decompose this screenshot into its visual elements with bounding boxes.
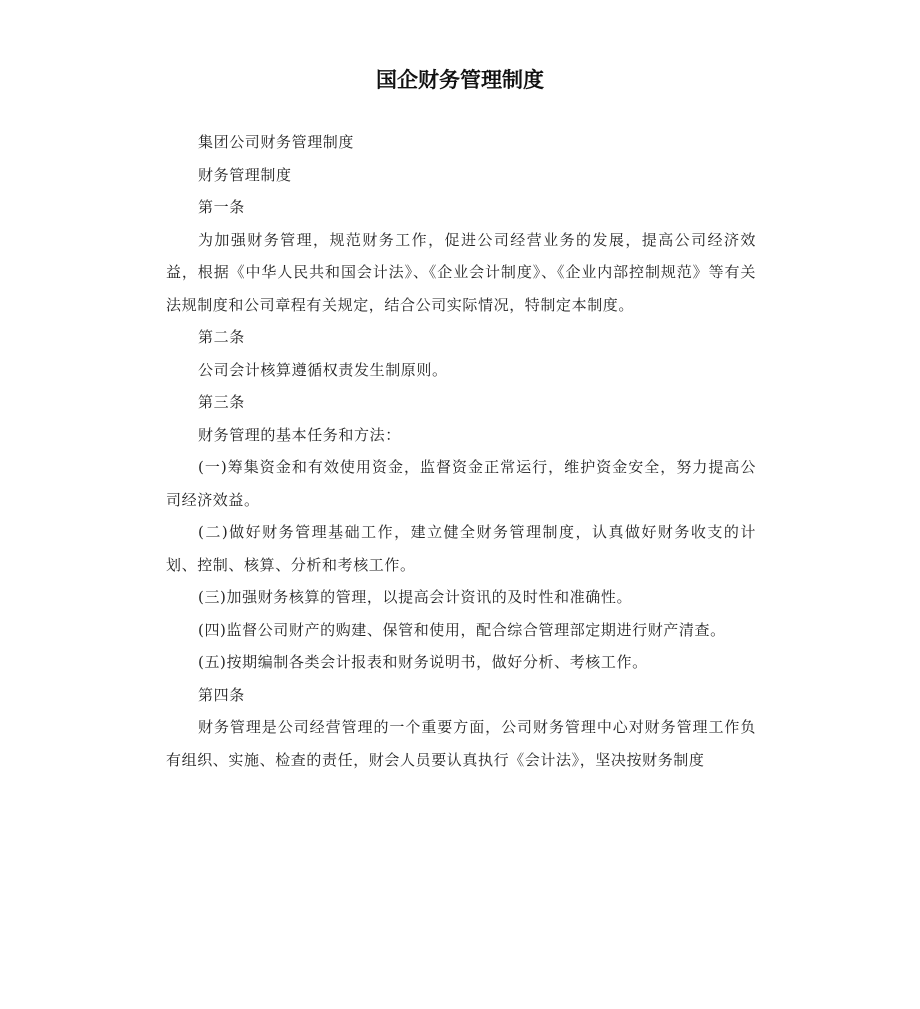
article-2-text: 公司会计核算遵循权责发生制原则。 (198, 360, 448, 379)
document-title: 国企财务管理制度 (376, 68, 544, 92)
paragraph-section-title: 财务管理制度 (198, 165, 292, 184)
article-2-heading: 第二条 (198, 328, 245, 346)
article-4-heading: 第四条 (198, 685, 245, 704)
article-4-text: 财务管理是公司经营管理的一个重要方面，公司财务管理中心对财务管理工作负有组织、实施、检查的责任，财会人员要认真执行《会计法》，坚决按财务制度 (166, 718, 756, 769)
article-1-heading: 第一条 (198, 198, 245, 216)
article-1-text: 为加强财务管理，规范财务工作，促进公司经营业务的发展，提高公司经济效益，根据《中华人民共和国会计法》、《企业会计制度》、《企业内部控制规范》等有关法规制度和公司章程有关规定，结合公司实际情况，特制定本制度。 (166, 230, 756, 314)
article-3-item-3: (三)加强财务核算的管理，以提高会计资讯的及时性和准确性。 (198, 588, 633, 606)
article-3-intro: 财务管理的基本任务和方法： (198, 425, 401, 444)
article-3-item-1: (一)筹集资金和有效使用资金，监督资金正常运行，维护资金安全，努力提高公司经济效益。 (166, 458, 756, 509)
paragraph-group-title: 集团公司财务管理制度 (198, 133, 355, 151)
article-3-item-4: (四)监督公司财产的购建、保管和使用，配合综合管理部定期进行财产清查。 (198, 620, 726, 639)
document-body (166, 126, 756, 776)
article-3-item-2: (二)做好财务管理基础工作，建立健全财务管理制度，认真做好财务收支的计划、控制、核算、分析和考核工作。 (166, 523, 756, 574)
article-3-heading: 第三条 (198, 393, 245, 411)
article-3-item-5: (五)按期编制各类会计报表和财务说明书，做好分析、考核工作。 (198, 653, 648, 671)
